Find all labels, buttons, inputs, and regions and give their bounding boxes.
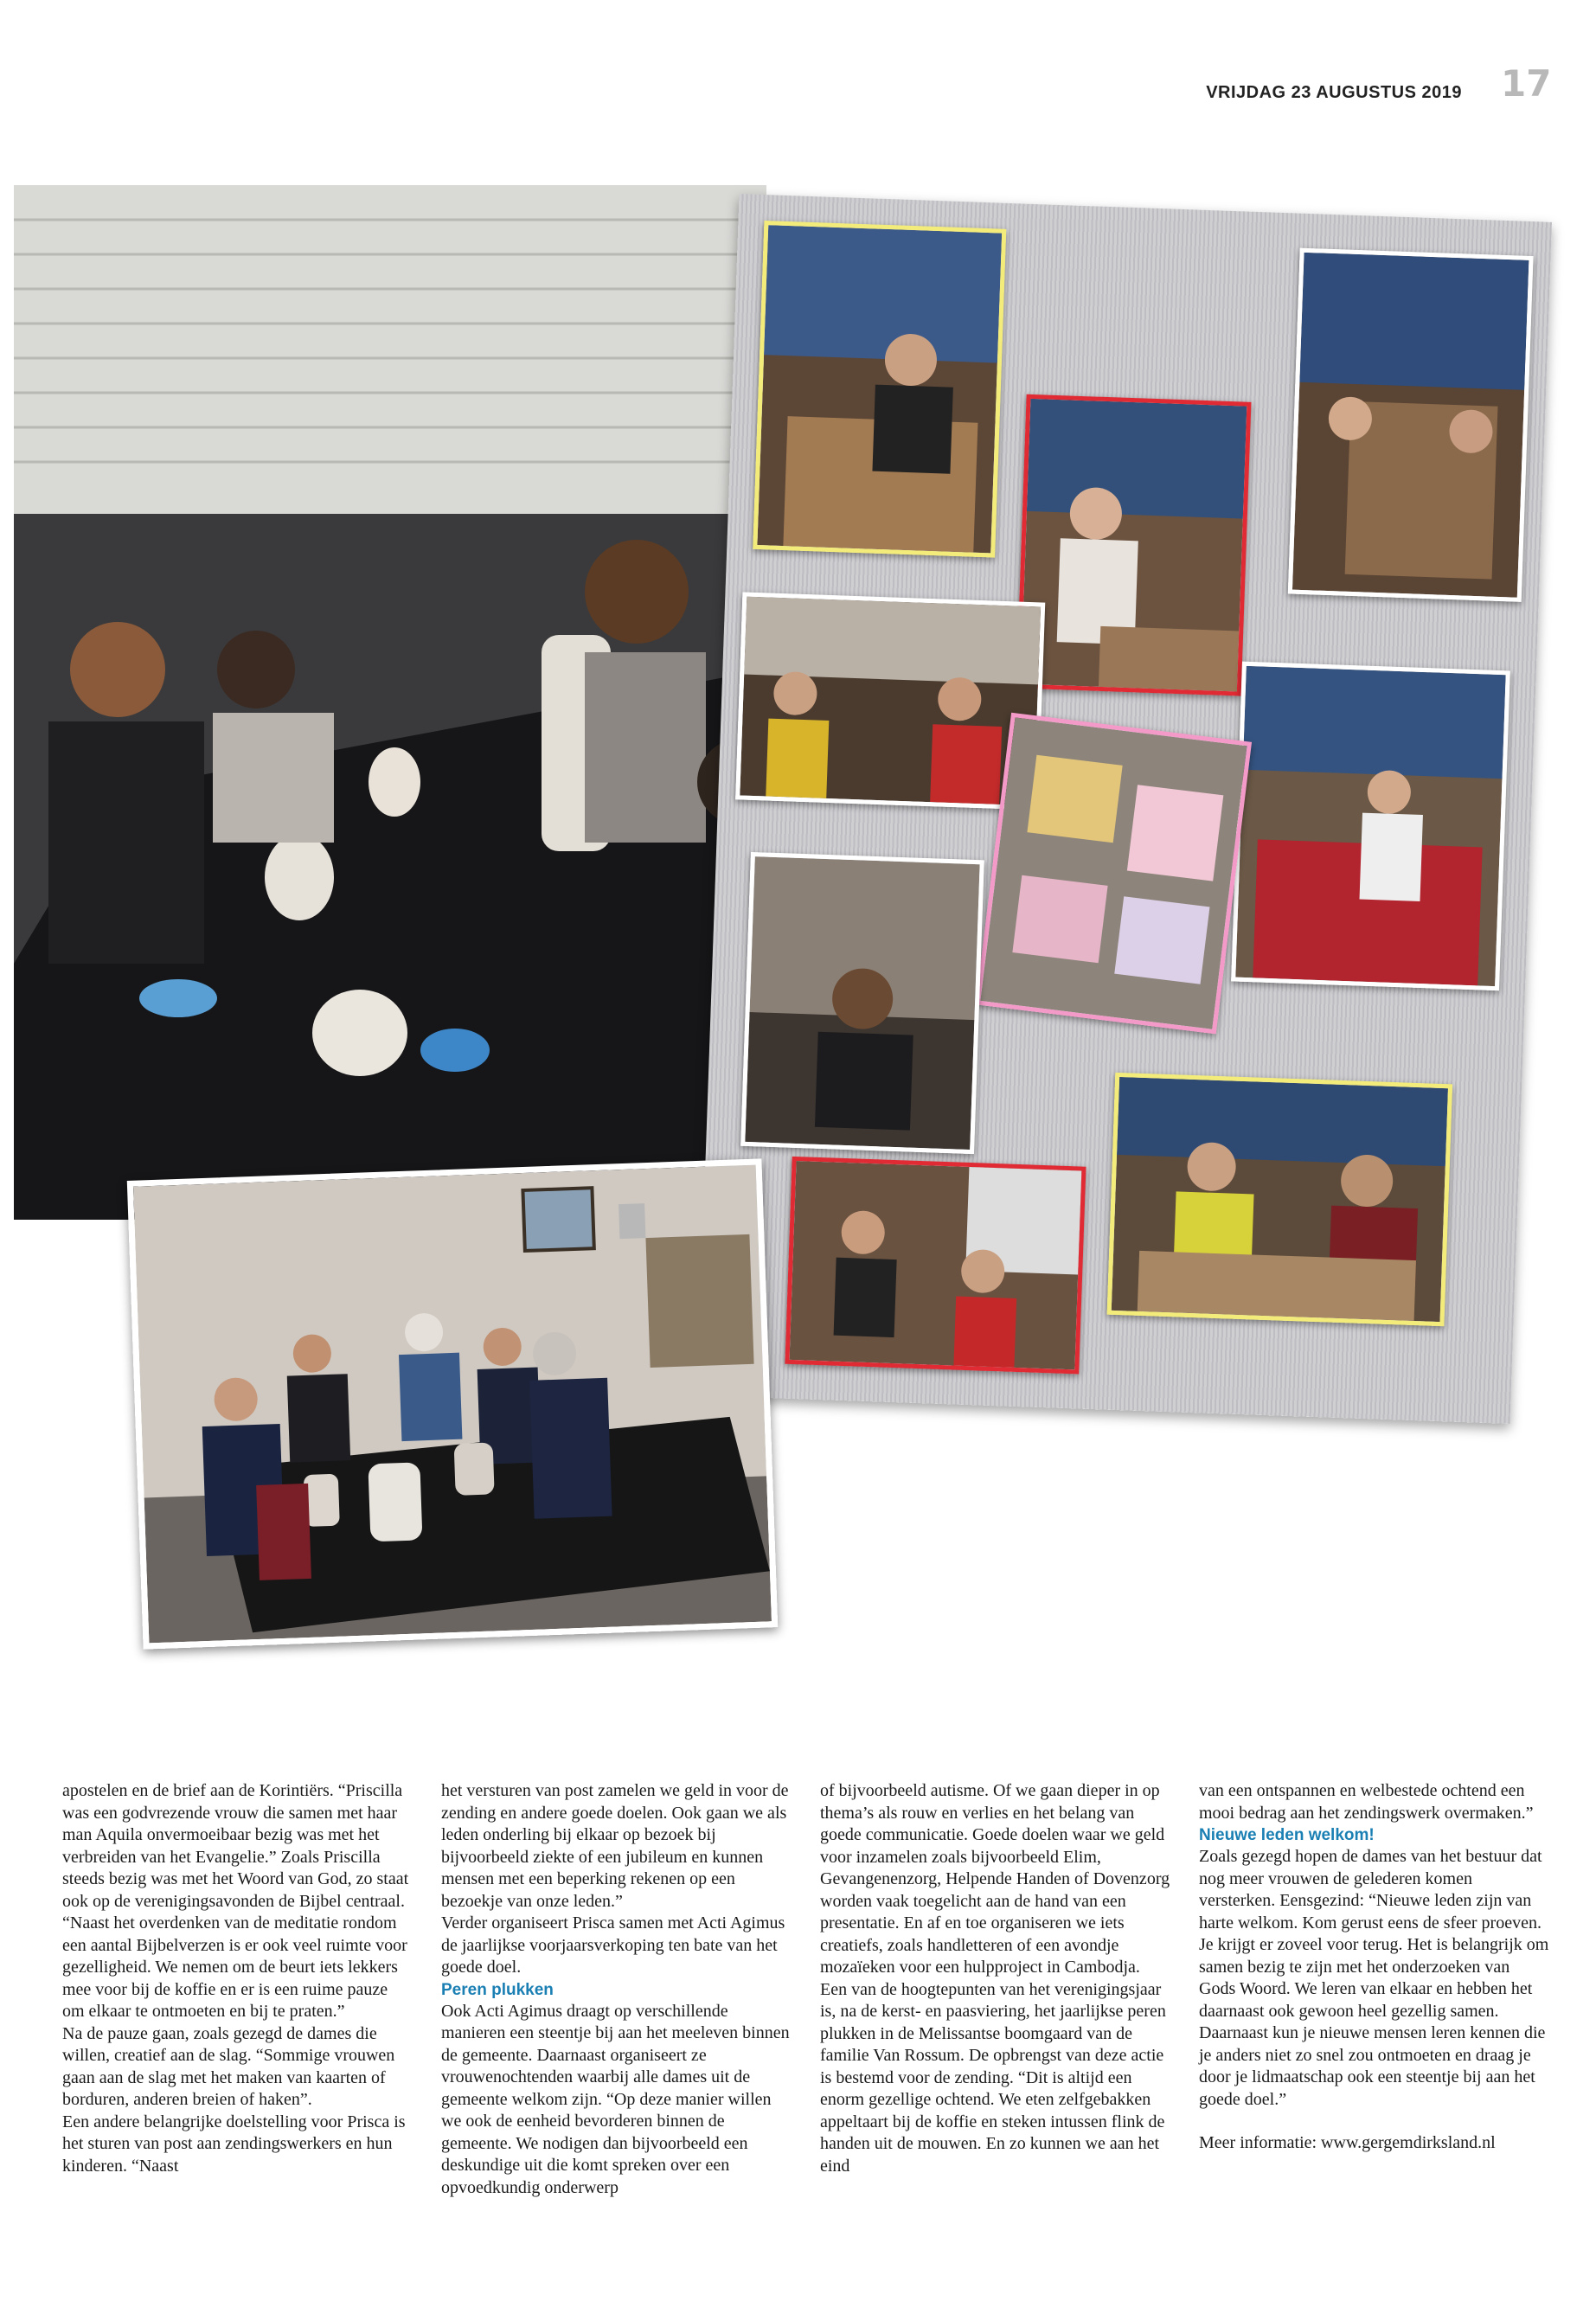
paragraph: Een andere belangrijke doelstelling voor Prisca is het sturen van post aan zendingswerkers en hun kinderen. “Naast [62,2112,406,2176]
paragraph: of bijvoorbeeld autisme. Of we gaan dieper in op thema’s als rouw en verlies en het belang van goede communicatie. Goede doelen waar we geld voor inzamelen zoals bijvoorbeeld Elim, Gevangenenzorg, Helpende Handen of Dovenzorg worden vaak toegelicht aan de hand van een presentatie. En af en toe organiseren we iets creatiefs, zoals handletteren of een avondje mozaïeken voor een hulpproject in Cambodja. [820,1781,1170,1977]
collage-photo-1 [753,221,1006,558]
paragraph: Na de pauze gaan, zoals gezegd de dames die willen, creatief aan de slag. “Sommige vrouwen gaan aan de slag met het maken van kaarten of borduren, anderen breien of haken”. [62,2023,395,2109]
article-column-1 [62,1780,413,2177]
subheading-peren-plukken: Peren plukken [441,1980,554,1999]
collage-photo-4 [735,592,1045,810]
more-info-link[interactable]: Meer informatie: www.gergemdirksland.nl [1199,2133,1496,2152]
photo-women-at-table [127,1158,778,1649]
paragraph: Een van de hoogtepunten van het verenigingsjaar is, na de kerst- en paasviering, het jaarlijkse peren plukken in de Melissantse boomgaard van de familie Van Rossum. De opbrengst van deze actie is bestemd voor de zending. “Dit is altijd een enorm gezellige ochtend. We eten zelfgebakken appeltaart bij de koffie en steken intussen flink de handen uit de mouwen. En zo kunnen we aan het eind [820,1979,1166,2176]
article-column-4 [1199,1780,1549,2155]
paragraph: Zoals gezegd hopen de dames van het bestuur dat nog meer vrouwen de gelederen komen versterken. Eensgezind: “Nieuwe leden zijn van harte welkom. Kom gerust eens de sfeer proeven. Je krijgt er zoveel voor terug. Het is belangrijk om samen bezig te zijn met het onderzoeken van Gods Woord. We leren van elkaar en hebben het daarnaast ook gewoon heel gezellig samen. Daarnaast kun je nieuwe mensen leren kennen die je anders niet zo snel zou ontmoeten en draag je door je lidmaatschap ook een steentje bij aan het goede doel.” [1199,1847,1549,2109]
photo-collage [697,194,1552,1424]
collage-photo-2 [1016,394,1252,696]
collage-photo-9 [1107,1073,1453,1326]
collage-photo-8 [785,1157,1086,1375]
article-column-3 [820,1780,1170,2177]
paragraph: Verder organiseert Prisca samen met Acti Agimus de jaarlijkse voorjaarsverkoping ten bate van het goede doel. [441,1913,785,1977]
photo-women-painting-vases [14,185,766,1220]
paragraph: Ook Acti Agimus draagt op verschillende manieren een steentje bij aan het meeleven binnen de gemeente. Daarnaast organiseert ze vrouwenochtenden waarbij alle dames uit de gemeente welkom zijn. “Op deze manier willen we ook de eenheid bevorderen binnen de gemeente. We nodigen dan bijvoorbeeld een deskundige uit die komt spreken over een opvoedkundig onderwerp [441,2001,790,2197]
collage-photo-3 [1288,248,1534,602]
collage-photo-6 [976,713,1252,1035]
subheading-nieuwe-leden: Nieuwe leden welkom! [1199,1826,1375,1844]
article-column-2 [441,1780,792,2199]
page-date: VRIJDAG 23 AUGUSTUS 2019 [1206,83,1462,102]
page-number: 17 [1501,62,1552,105]
collage-photo-5 [1231,662,1510,991]
paragraph: het versturen van post zamelen we geld in voor de zending en andere goede doelen. Ook gaan we als leden onderling bij elkaar op bezoek bij bijvoorbeeld ziekte of een jubileum en kunnen mensen met een beperking rekenen op een bezoekje van onze leden.” [441,1781,789,1911]
paragraph: apostelen en de brief aan de Korintiërs. “Priscilla was een godvrezende vrouw die samen met haar man Aquila onvermoeibaar bezig was met het verbreiden van het Evangelie.” Zoals Priscilla steeds bezig was met het Woord van God, zo staat ook op de verenigingsavonden de Bijbel centraal. “Naast het overdenken van de meditatie rondom een aantal Bijbelverzen is er ook veel ruimte voor gezelligheid. We nemen om de beurt iets lekkers mee voor bij de koffie en er is een ruime pauze om elkaar te ontmoeten en bij te praten.” [62,1781,409,2021]
collage-photo-7 [740,852,984,1154]
paragraph: van een ontspannen en welbestede ochtend een mooi bedrag aan het zendingswerk overmaken.” [1199,1781,1534,1823]
